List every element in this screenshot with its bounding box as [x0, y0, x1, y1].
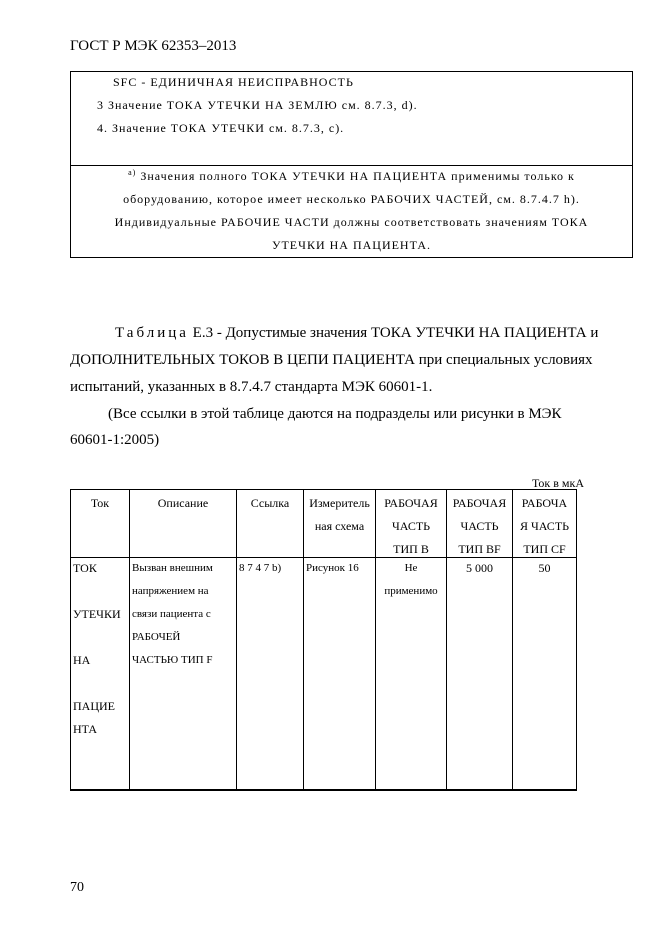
footnote-line-3: Индивидуальные РАБОЧИЕ ЧАСТИ должны соответствовать значениям ТОКА [114, 215, 589, 229]
header-applied-part-type-bf: РАБОЧАЯ ЧАСТЬ ТИП BF [452, 496, 507, 556]
cell-description: Вызван внешним напряжением на связи пациента с РАБОЧЕЙ ЧАСТЬЮ ТИП F [132, 562, 213, 666]
table-caption-line-2: ДОПОЛНИТЕЛЬНЫХ ТОКОВ В ЦЕПИ ПАЦИЕНТА при специальных условиях [70, 352, 593, 368]
footnote-marker: а) [128, 168, 137, 177]
note-line-4: 4. Значение ТОКА УТЕЧКИ см. 8.7.3, c). [97, 121, 345, 135]
footnote-line-4: УТЕЧКИ НА ПАЦИЕНТА. [271, 238, 431, 252]
column-divider [236, 490, 237, 789]
cell-type-cf: 50 [538, 561, 551, 575]
table-note-line-1: (Все ссылки в этой таблице даются на подразделы или рисунки в МЭК [108, 406, 562, 422]
cell-type-bf: 5 000 [466, 561, 493, 575]
document-header: ГОСТ Р МЭК 62353–2013 [70, 38, 237, 54]
table-caption-text-1: Е.3 - Допустимые значения ТОКА УТЕЧКИ НА ПАЦИЕНТА и [192, 325, 599, 341]
header-reference: Ссылка [250, 496, 290, 510]
unit-label: Ток в мкА [531, 476, 584, 490]
header-applied-part-type-cf: РАБОЧА Я ЧАСТЬ ТИП CF [519, 496, 570, 556]
cell-measuring-circuit: Рисунок 16 [306, 562, 359, 574]
table-caption-line-1 [115, 325, 598, 342]
footnote-line-2: оборудованию, которое имеет несколько РАБОЧИХ ЧАСТЕЙ, см. 8.7.4.7 h). [123, 192, 580, 206]
note-line-3: 3 Значение ТОКА УТЕЧКИ НА ЗЕМЛЮ см. 8.7.3, d). [97, 98, 418, 112]
cell-reference: 8 7 4 7 b) [239, 562, 282, 574]
cell-type-b: Не применимо [384, 562, 438, 597]
cell-current: ТОК УТЕЧКИ НА ПАЦИЕ НТА [73, 561, 121, 736]
footnote-line-1 [71, 168, 632, 184]
table-caption-line-3: испытаний, указанных в 8.7.4.7 стандарта МЭК 60601-1. [70, 379, 433, 395]
table-caption-label: Таблица [115, 325, 189, 341]
column-divider [129, 490, 130, 789]
header-current: Ток [90, 496, 110, 510]
page-number: 70 [70, 880, 84, 895]
header-applied-part-type-b: РАБОЧАЯ ЧАСТЬ ТИП B [384, 496, 438, 556]
note-line-sfc: SFC - ЕДИНИЧНАЯ НЕИСПРАВНОСТЬ [113, 75, 354, 89]
header-description: Описание [157, 496, 209, 510]
notes-divider [71, 165, 632, 166]
footnote-text-1: Значения полного ТОКА УТЕЧКИ НА ПАЦИЕНТА применимы только к [140, 169, 575, 183]
header-measuring-circuit: Измеритель ная схема [309, 496, 370, 533]
table-note-line-2: 60601-1:2005) [70, 432, 160, 448]
leakage-table [70, 489, 577, 791]
notes-box [70, 71, 633, 258]
